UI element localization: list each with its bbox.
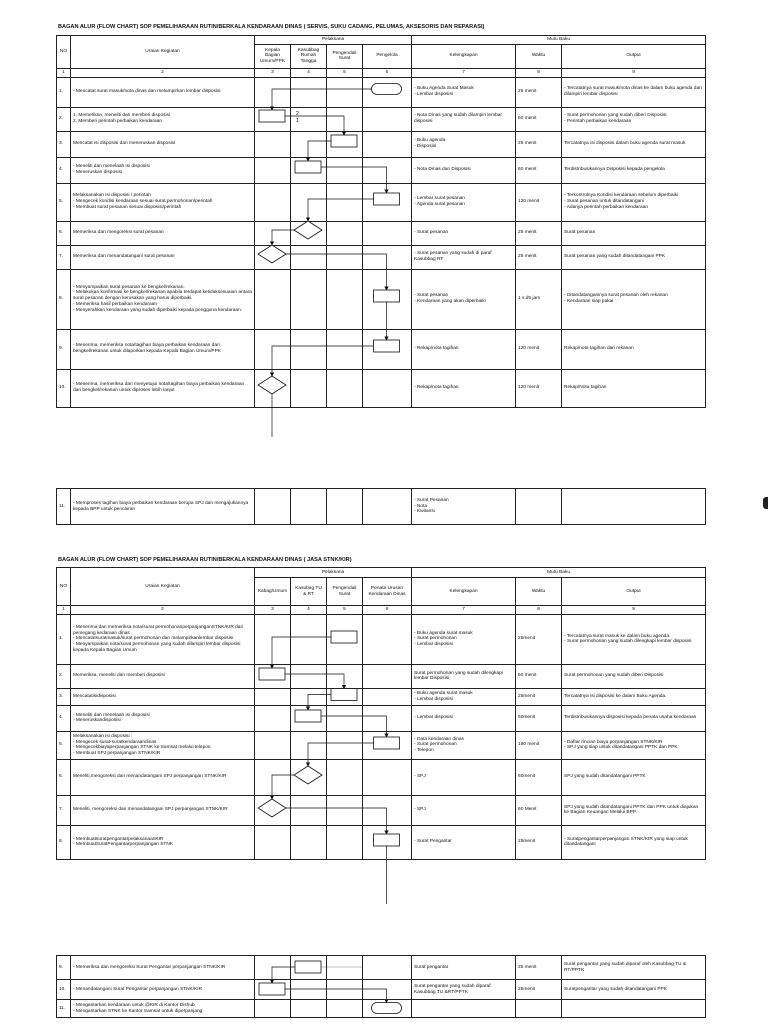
lane-cell xyxy=(291,664,327,688)
table-row xyxy=(57,329,706,369)
doc2-tail-rows xyxy=(57,956,706,1018)
lane-cell xyxy=(363,825,412,859)
lane-cell xyxy=(363,107,412,131)
table-row xyxy=(57,157,706,183)
number-cell: 3 xyxy=(255,606,291,615)
row-output xyxy=(562,1000,706,1018)
doc2-title: BAGAN ALUR (FLOW CHART) SOP PEMELIHARAAN RUTIN/BERKALA KENDARAAN DINAS ( JASA STNK/KIR) xyxy=(58,557,352,563)
lane-cell xyxy=(255,221,291,245)
table-row xyxy=(57,107,706,131)
col-waktu-header: Waktu xyxy=(516,578,562,606)
lane-cell xyxy=(291,688,327,705)
lane-cell xyxy=(363,269,412,329)
lane-cell xyxy=(255,614,291,664)
row-kelengkapan: - Buku agenda surat masuk - Surat permohonan - Lembar disposisi xyxy=(412,614,516,664)
lane-cell xyxy=(363,614,412,664)
lane-cell xyxy=(327,731,363,759)
row-no: 1. xyxy=(57,614,71,664)
col-pengendali-header: Pengendali Surat xyxy=(327,578,363,606)
row-uraian: - MembuatsuratpengantarpelaksanaanKIR - MembuatSuratPengantarperpanjangan STNK xyxy=(71,825,255,859)
row-waktu: 120 menit xyxy=(516,329,562,369)
row-no: 6. xyxy=(57,759,71,795)
row-kelengkapan: - SPJ xyxy=(412,795,516,825)
row-kelengkapan: - Surat pesanan xyxy=(412,221,516,245)
table-row xyxy=(57,614,706,664)
row-no: 2. xyxy=(57,664,71,688)
lane-cell xyxy=(363,221,412,245)
number-cell: 4 xyxy=(291,606,327,615)
lane-cell xyxy=(327,956,363,980)
lane-cell xyxy=(291,77,327,107)
lane-cell xyxy=(255,980,291,1000)
lane-cell xyxy=(327,131,363,157)
row-uraian: Mencatat isi disposisi dan meneruskan disposisi xyxy=(71,131,255,157)
row-waktu: 25 menit xyxy=(516,131,562,157)
lane-cell xyxy=(291,489,327,525)
lane-cell xyxy=(363,705,412,731)
lane-cell xyxy=(255,825,291,859)
row-waktu: 60 menit xyxy=(516,157,562,183)
row-no: 9. xyxy=(57,956,71,980)
lane-cell xyxy=(363,759,412,795)
lane-cell xyxy=(327,1000,363,1018)
row-waktu: 120 menit xyxy=(516,183,562,221)
lane-cell xyxy=(327,614,363,664)
row-output xyxy=(562,489,706,525)
doc1-rows xyxy=(57,77,706,407)
row-uraian: Memeriksa dan menandatangani surat pesanan xyxy=(71,245,255,269)
doc2-rows xyxy=(57,614,706,859)
row-kelengkapan: - Nota Dinas dan Disposisi xyxy=(412,157,516,183)
row-output: Surat permohonan yang sudah diberi Disposisi xyxy=(562,664,706,688)
row-no: 10. xyxy=(57,980,71,1000)
doc1-table-cont xyxy=(56,488,706,525)
number-cell: 9 xyxy=(562,68,706,77)
table-row xyxy=(57,795,706,825)
row-uraian: - Meneliti dan menelaah isi disposisi - Meneruskandisposisi xyxy=(71,705,255,731)
col-output-header: Output xyxy=(562,44,706,68)
col-output-header: Output xyxy=(562,578,706,606)
col-pengelola-header: Pengelola xyxy=(363,44,412,68)
number-cell: 7 xyxy=(412,606,516,615)
row-waktu: 60menit xyxy=(516,705,562,731)
number-cell: 8 xyxy=(516,606,562,615)
flow-label: 1 xyxy=(296,118,299,124)
number-cell: 6 xyxy=(363,606,412,615)
table-row xyxy=(57,731,706,759)
lane-cell xyxy=(363,1000,412,1018)
table-row xyxy=(57,369,706,407)
row-kelengkapan: - Nota Dinas yang sudah dilampiri lembar disposisi xyxy=(412,107,516,131)
lane-cell xyxy=(255,369,291,407)
row-kelengkapan: Surat pengantar yang sudah diparaf Kasubbag TU &RT/PPTK xyxy=(412,980,516,1000)
number-cell: 8 xyxy=(516,68,562,77)
table-row xyxy=(57,77,706,107)
lane-cell xyxy=(255,107,291,131)
row-output: - Ditandatanganinya surat pesanan oleh rekanan - Kendaraan siap pakai xyxy=(562,269,706,329)
lane-cell xyxy=(363,245,412,269)
row-uraian: - Menerima, memeriksa dan menyetujui nota/tagihan biaya perbaikan kendaraan dari bengkel/rekanan untuk diproses lebih lanjut xyxy=(71,369,255,407)
row-kelengkapan: - Lembar disposisi xyxy=(412,705,516,731)
lane-cell xyxy=(255,688,291,705)
table-row xyxy=(57,245,706,269)
lane-cell xyxy=(327,329,363,369)
lane-cell xyxy=(363,980,412,1000)
col-no-header: NO xyxy=(57,36,71,69)
row-output: Terdistribusikannya disposisi kepada penata usaha kendaraan xyxy=(562,705,706,731)
lane-cell xyxy=(363,489,412,525)
lane-cell xyxy=(363,329,412,369)
table-row xyxy=(57,980,706,1000)
lane-cell xyxy=(291,329,327,369)
lane-cell xyxy=(327,107,363,131)
row-uraian: Mencatatisidisposisi xyxy=(71,688,255,705)
table-row xyxy=(57,1000,706,1018)
row-kelengkapan: - Rekap/nota tagihan xyxy=(412,329,516,369)
row-no: 8. xyxy=(57,825,71,859)
col-kelengkapan-header: Kelengkapan xyxy=(412,578,516,606)
lane-cell xyxy=(363,664,412,688)
col-mutu-header: Mutu Baku xyxy=(412,568,706,578)
row-uraian: Meneliti, mengoreksi dan menandatangani SPJ perpanjangan STNK/KIR xyxy=(71,795,255,825)
row-no: 4. xyxy=(57,705,71,731)
row-output: - Suratpengantarperpanjangan STNK/KIR yang siap untuk ditandatangani xyxy=(562,825,706,859)
number-cell: 6 xyxy=(363,68,412,77)
col-kasubbag-header: Kasubbag Rumah Tangga xyxy=(291,44,327,68)
lane-cell xyxy=(255,131,291,157)
doc1-table xyxy=(56,35,706,408)
lane-cell xyxy=(255,329,291,369)
row-output: Suratpengantar yang sudah ditandatangani PPK xyxy=(562,980,706,1000)
lane-cell xyxy=(363,369,412,407)
lane-cell xyxy=(327,157,363,183)
row-no: 5. xyxy=(57,731,71,759)
table-row xyxy=(57,664,706,688)
lane-cell xyxy=(327,183,363,221)
row-uraian: Memeriksa dan mengoreksi surat pesanan xyxy=(71,221,255,245)
row-uraian: Melaksanakan isi disposisi / perintah - Mengecek kondisi kendaraan sesuai surat permohonan/perintah - Membuat surat pesanan sesuai disposisi/perintah xyxy=(71,183,255,221)
col-uraian-header: Uraian Kegiatan xyxy=(71,36,255,69)
lane-cell xyxy=(363,731,412,759)
row-kelengkapan: - SPJ xyxy=(412,759,516,795)
row-waktu: 60menit xyxy=(516,759,562,795)
row-waktu: 120 menit xyxy=(516,369,562,407)
row-uraian: - Menyampaikan surat pesanan ke bengkel/rekanan. - Melakukan konfirmasi ke bengkel/rekanan apabila terdapat ketidaksesuaian antara surat pesanan dengan kerusakan yang harus diperbaiki. - Memeriksa hasil perbaikan kendaraan - Menyerahkan kendaraan yang sudah diperbaiki kepada pengguna kendaraan. xyxy=(71,269,255,329)
row-uraian: - Menerima, memeriksa nota/tagihan biaya perbaikan kendaraan dari bengkel/rekanan untuk dilaporkan kepada Kepala Bagian Umum/PPK xyxy=(71,329,255,369)
row-kelengkapan xyxy=(412,1000,516,1018)
col-kelengkapan-header: Kelengkapan xyxy=(412,44,516,68)
lane-cell xyxy=(255,795,291,825)
number-row xyxy=(57,68,706,77)
row-waktu: 25 menit xyxy=(516,77,562,107)
row-kelengkapan: - Data kendaraan dinas - Surat permohonan - Telepon xyxy=(412,731,516,759)
lane-cell xyxy=(363,157,412,183)
row-kelengkapan: - Buku Agenda Surat Masuk - Lembar disposisi xyxy=(412,77,516,107)
row-output: - Terkontrolnya Kondisi kendaraan sebelum diperbaiki - Surat pesanan untuk ditandatangani - Adanya perintah perbaikan kendaraan xyxy=(562,183,706,221)
lane-cell xyxy=(291,795,327,825)
lane-cell xyxy=(255,183,291,221)
row-no: 1. xyxy=(57,77,71,107)
lane-cell xyxy=(291,157,327,183)
lane-cell xyxy=(255,664,291,688)
row-waktu: 25menit xyxy=(516,825,562,859)
row-uraian: - Menandatangani Surat Pengantar perpanjangan STNK/KIR xyxy=(71,980,255,1000)
table-row xyxy=(57,183,706,221)
row-output: Rekap/Nota tagihan xyxy=(562,369,706,407)
row-no: 7. xyxy=(57,245,71,269)
lane-cell xyxy=(327,245,363,269)
row-no: 2. xyxy=(57,107,71,131)
doc2-table xyxy=(56,567,706,860)
row-uraian: - Mengantarkan kendaraan untuk @KIR di Kantor Dishub - Mengantarkan STNK ke Kantor Samsat untuk diperpanjang xyxy=(71,1000,255,1018)
row-no: 4. xyxy=(57,157,71,183)
table-row xyxy=(57,825,706,859)
row-kelengkapan: - Buku agenda surat masuk - Lembar disposisi xyxy=(412,688,516,705)
lane-cell xyxy=(327,825,363,859)
doc2-table-cont xyxy=(56,955,706,1018)
row-output: - Daftar rincian biaya perpanjangan STNK/KIR - SPJ yang siap untuk ditandatangani PPTK dan PPK xyxy=(562,731,706,759)
row-kelengkapan: - Surat pesanan - Kendaraan yang akan diperbaiki xyxy=(412,269,516,329)
row-no: 11. xyxy=(57,1000,71,1018)
row-waktu: 60 Menit xyxy=(516,795,562,825)
lane-cell xyxy=(327,664,363,688)
row-uraian: - Meneliti dan menelaah isi disposisi - Meneruskan disposisi xyxy=(71,157,255,183)
col-no-header: NO xyxy=(57,568,71,606)
doc1-title: BAGAN ALUR (FLOW CHART) SOP PEMELIHARAAN RUTIN/BERKALA KENDARAAN DINAS ( SERVIS, SUKU CADANG, PELUMAS, AKSESORIS DAN REPARASI) xyxy=(58,24,485,30)
row-waktu: 25 menit xyxy=(516,221,562,245)
row-uraian: - Memproses tagihan biaya perbaikan kendaraan berupa SPJ dan mengajukannya kepada BPP untuk pencairan xyxy=(71,489,255,525)
number-cell: 7 xyxy=(412,68,516,77)
col-uraian-header: Uraian Kegiatan xyxy=(71,568,255,606)
number-cell: 5 xyxy=(327,606,363,615)
lane-cell xyxy=(255,1000,291,1018)
col-waktu-header: Waktu xyxy=(516,44,562,68)
lane-cell xyxy=(255,77,291,107)
lane-cell xyxy=(255,705,291,731)
lane-cell xyxy=(255,269,291,329)
row-waktu xyxy=(516,489,562,525)
row-uraian: - Memeriksa dan mengoreksi Surat Pengantar perpanjangan STNK/KIR xyxy=(71,956,255,980)
lane-cell xyxy=(255,489,291,525)
table-row xyxy=(57,221,706,245)
lane-cell xyxy=(255,731,291,759)
col-kepala-header: Kepala Bagian Umum/PPK xyxy=(255,44,291,68)
row-kelengkapan: - Lembar surat pesanan - Agenda surat pesanan xyxy=(412,183,516,221)
row-kelengkapan: - Surat Pesanan - Nota - Kwitansi xyxy=(412,489,516,525)
lane-cell xyxy=(327,221,363,245)
lane-cell xyxy=(291,183,327,221)
row-kelengkapan: - Buku agenda - Disposisi xyxy=(412,131,516,157)
row-output: Surat pengantar yang sudah diparaf oleh Kasubbag TU & RT/PPTK xyxy=(562,956,706,980)
number-cell: 4 xyxy=(291,68,327,77)
row-output: Rekap/nota tagihan dari rekanan xyxy=(562,329,706,369)
row-kelengkapan: - Surat Pengantar xyxy=(412,825,516,859)
col-mutu-header: Mutu Baku xyxy=(412,36,706,45)
lane-cell xyxy=(327,77,363,107)
lane-cell xyxy=(255,157,291,183)
lane-cell xyxy=(291,759,327,795)
lane-cell xyxy=(291,269,327,329)
row-uraian: Memeriksa, meneliti dan memberi disposisi xyxy=(71,664,255,688)
lane-cell xyxy=(291,221,327,245)
col-penata-header: Penata Urusan Kendaraan Dinas xyxy=(363,578,412,606)
lane-cell xyxy=(363,77,412,107)
lane-cell xyxy=(255,759,291,795)
lane-cell xyxy=(291,131,327,157)
row-waktu xyxy=(516,1000,562,1018)
row-no: 6. xyxy=(57,221,71,245)
row-output: SPJ yang sudah ditandatangani PPTK xyxy=(562,759,706,795)
number-cell: 2 xyxy=(71,68,255,77)
number-cell: 3 xyxy=(255,68,291,77)
row-no: 5. xyxy=(57,183,71,221)
lane-cell xyxy=(363,131,412,157)
lane-cell xyxy=(327,688,363,705)
lane-cell xyxy=(363,688,412,705)
number-cell: 1 xyxy=(57,606,71,615)
number-cell: 5 xyxy=(327,68,363,77)
lane-cell xyxy=(291,245,327,269)
number-row xyxy=(57,606,706,615)
row-output: Terdistribusikannya Disposisi kepada pengelola xyxy=(562,157,706,183)
col-kasubag-header: Kasubag TU & RT xyxy=(291,578,327,606)
row-output: - Tercatatnya surat masuk/nota dinas ke dalam buku agenda dan dilampiri lembar disposisi xyxy=(562,77,706,107)
lane-cell xyxy=(291,1000,327,1018)
row-waktu: 60 menit xyxy=(516,664,562,688)
lane-cell xyxy=(291,731,327,759)
row-output: Tercatatnya isi disposisi ke dalam Buku Agenda. xyxy=(562,688,706,705)
lane-cell xyxy=(327,759,363,795)
lane-cell xyxy=(363,795,412,825)
table-row xyxy=(57,705,706,731)
lane-cell xyxy=(327,269,363,329)
row-no: 3. xyxy=(57,131,71,157)
table-row xyxy=(57,759,706,795)
number-cell: 1 xyxy=(57,68,71,77)
row-no: 3. xyxy=(57,688,71,705)
row-output: Surat pesanan xyxy=(562,221,706,245)
row-no: 9. xyxy=(57,329,71,369)
lane-cell xyxy=(291,825,327,859)
row-no: 11. xyxy=(57,489,71,525)
row-waktu: 180 menit xyxy=(516,731,562,759)
table-row xyxy=(57,956,706,980)
lane-cell xyxy=(255,245,291,269)
lane-cell xyxy=(291,705,327,731)
row-waktu: 25menit xyxy=(516,980,562,1000)
flow-label: 2 xyxy=(296,111,299,117)
number-cell: 2 xyxy=(71,606,255,615)
row-kelengkapan: - Rekap/nota tagihan xyxy=(412,369,516,407)
lane-cell xyxy=(327,795,363,825)
lane-cell xyxy=(363,183,412,221)
lane-cell xyxy=(291,369,327,407)
row-waktu: 25menit xyxy=(516,688,562,705)
row-uraian: - Menerima dan memeriksa nota/surat permohonanperpanjanganSTNK/KIR dari pemegang kedaraan dinas - Mencatatsuratmasuk/surat permohonan dan melampirkanlembar disposisi - Menyampaikan nota/surat permohonan yang sudah dilampiri lembar disposisi kepada Kepala Bagian Umum xyxy=(71,614,255,664)
col-pengendali-header: Pengendali Surat xyxy=(327,44,363,68)
row-no: 7. xyxy=(57,795,71,825)
row-no: 8. xyxy=(57,269,71,329)
row-output: - Tercatatnya surat masuk ke dalam buku agenda. - Surat permohonan yang sudah dilengkapi lembar disposisi xyxy=(562,614,706,664)
row-kelengkapan: Surat permohonan yang sudah dilengkapi lembar Disposisi xyxy=(412,664,516,688)
lane-cell xyxy=(363,956,412,980)
col-pelaksana-header: Pelaksana xyxy=(255,568,412,578)
row-waktu: 60 menit xyxy=(516,107,562,131)
row-output: - Surat permohonan yang sudah diberi Disposisi - Perintah perbaikan kendaraan xyxy=(562,107,706,131)
row-waktu: 25 menit xyxy=(516,956,562,980)
col-kabag-header: Kabag/Umum xyxy=(255,578,291,606)
row-uraian: 1. Memeriksa, meneliti dan memberi disposisi 2. Memberi perintah perbaikan kendaraan xyxy=(71,107,255,131)
lane-cell xyxy=(327,369,363,407)
number-cell: 9 xyxy=(562,606,706,615)
lane-cell xyxy=(327,980,363,1000)
row-output: Surat pesanan yang sudah ditandatangani PPK xyxy=(562,245,706,269)
table-row xyxy=(57,269,706,329)
lane-cell xyxy=(255,956,291,980)
row-uraian: Meneliti,mengoreksi dan menandatangani SPJ perpanjangan STNK/KIR xyxy=(71,759,255,795)
lane-cell xyxy=(291,956,327,980)
row-waktu: 25 menit xyxy=(516,245,562,269)
col-pelaksana-header: Pelaksana xyxy=(255,36,412,45)
table-row xyxy=(57,688,706,705)
lane-cell xyxy=(291,614,327,664)
row-kelengkapan: - Surat pesanan yang sudah di paraf Kasubbag RT xyxy=(412,245,516,269)
lane-cell xyxy=(327,705,363,731)
row-uraian: Melaksanakan isi disposisi : - Mengecek surat-suratkendaraandinas - Mengecekbiayaperpanjangan STNK ke Samsat melalui telepon - Membuat SPJ perpanjangan STNK/KIR xyxy=(71,731,255,759)
lane-cell xyxy=(291,107,327,131)
row-output: SPJ yang sudah ditandatangani PPTK dan PPK untuk diajukan ke Bagian Keuangan Melalui BPP. xyxy=(562,795,706,825)
row-uraian: - Mencatat surat masuk/nota dinas dan melampirkan lembar disposisi xyxy=(71,77,255,107)
table-row xyxy=(57,489,706,525)
row-no: 10. xyxy=(57,369,71,407)
row-kelengkapan: Surat pengantar xyxy=(412,956,516,980)
table-row xyxy=(57,131,706,157)
row-waktu: 1 s.d5 jam xyxy=(516,269,562,329)
lane-cell xyxy=(291,980,327,1000)
row-waktu: 25menit xyxy=(516,614,562,664)
edge-mark xyxy=(763,497,768,509)
lane-cell xyxy=(327,489,363,525)
row-output: Tercatatnya isi disposisi dalam buku agenda surat masuk xyxy=(562,131,706,157)
